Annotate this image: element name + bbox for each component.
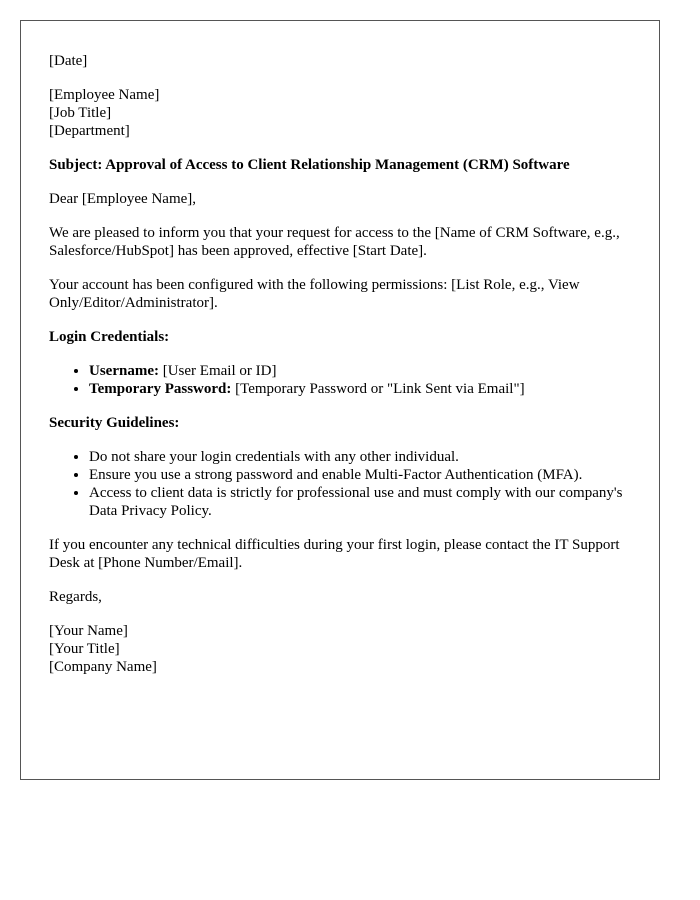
login-credentials-heading: Login Credentials: bbox=[49, 329, 170, 345]
temporary-password-label: Temporary Password: bbox=[89, 381, 232, 397]
sender-name: [Your Name] bbox=[49, 623, 128, 639]
intro-paragraph: We are pleased to inform you that your request for access to the [Name of CRM Software, e.g., Salesforce/HubSpot] has been approved, effective [Start Date]. bbox=[49, 225, 620, 259]
letter-date: [Date] bbox=[49, 53, 88, 69]
username-value: [User Email or ID] bbox=[158, 363, 277, 379]
letter-subject: Subject: Approval of Access to Client Relationship Management (CRM) Software bbox=[49, 157, 570, 173]
temporary-password-item bbox=[89, 380, 631, 398]
closing: Regards, bbox=[49, 589, 102, 605]
salutation: Dear [Employee Name], bbox=[49, 191, 197, 207]
security-item-data-use: • Access to client data is strictly for professional use and must comply with our company's Data Privacy Policy. bbox=[89, 484, 631, 520]
username-item bbox=[89, 362, 631, 380]
permissions-paragraph: Your account has been configured with the following permissions: [List Role, e.g., View Only/Editor/Administrator]. bbox=[49, 277, 580, 311]
support-paragraph: If you encounter any technical difficulties during your first login, please contact the IT Support Desk at [Phone Number/Email]. bbox=[49, 537, 620, 571]
temporary-password-value: [Temporary Password or "Link Sent via Email"] bbox=[231, 381, 525, 397]
recipient-name: [Employee Name] bbox=[49, 87, 160, 103]
sender-block bbox=[49, 622, 631, 676]
security-guidelines-list bbox=[49, 448, 631, 520]
sender-company: [Company Name] bbox=[49, 659, 157, 675]
username-label: Username: bbox=[89, 363, 159, 379]
login-credentials-list bbox=[49, 362, 631, 398]
recipient-department: [Department] bbox=[49, 123, 130, 139]
sender-title: [Your Title] bbox=[49, 641, 120, 657]
security-item-password: • Ensure you use a strong password and enable Multi-Factor Authentication (MFA). bbox=[89, 466, 631, 484]
recipient-job-title: [Job Title] bbox=[49, 105, 112, 121]
recipient-block bbox=[49, 86, 631, 140]
letter-page bbox=[20, 20, 660, 780]
security-guidelines-heading: Security Guidelines: bbox=[49, 415, 180, 431]
security-item-share: • Do not share your login credentials with any other individual. bbox=[89, 448, 631, 466]
